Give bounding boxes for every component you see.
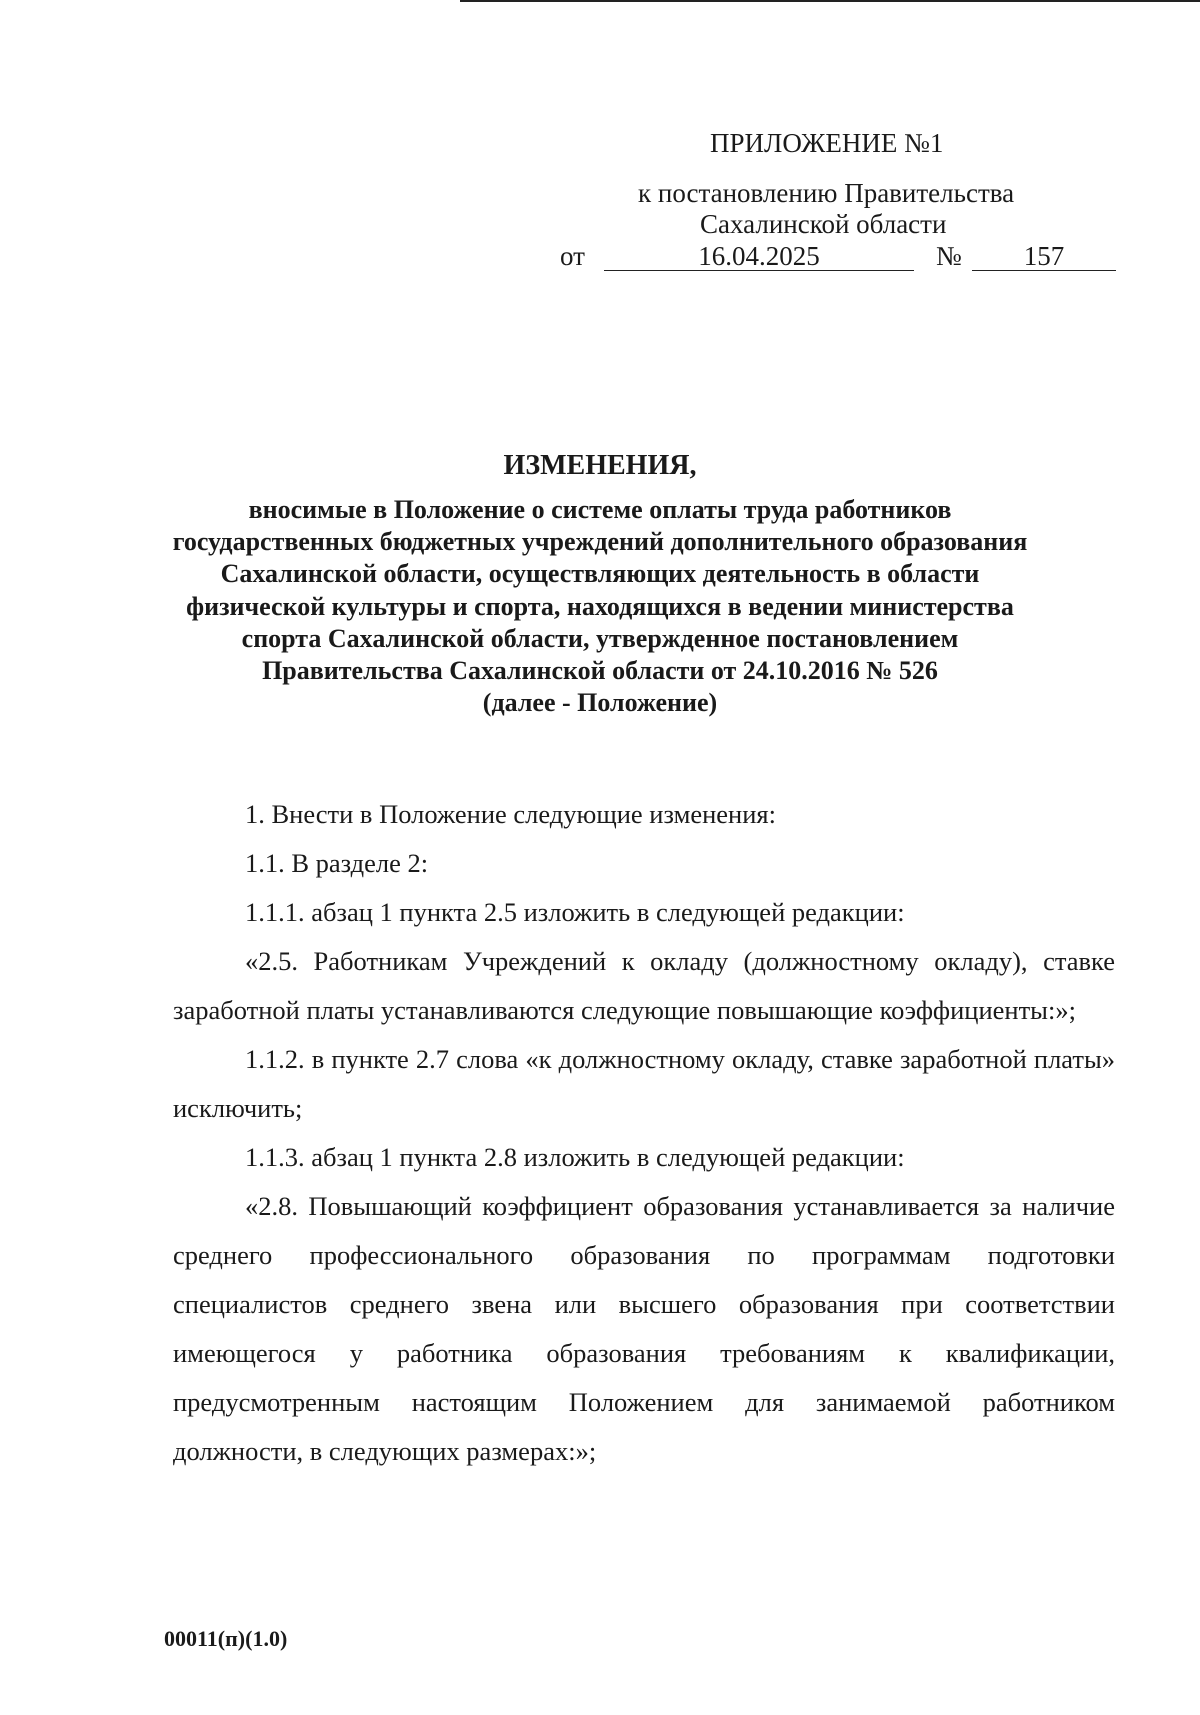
heading-title: ИЗМЕНЕНИЯ,: [503, 450, 697, 481]
heading-line: спорта Сахалинской области, утвержденное постановлением: [241, 623, 959, 653]
appendix-title: ПРИЛОЖЕНИЕ №1: [710, 128, 944, 158]
top-rule: [460, 0, 1200, 2]
appendix-region-line: Сахалинской области: [700, 209, 947, 239]
appendix-date-number-line: [560, 239, 1120, 273]
heading-subtitle: [150, 494, 1050, 719]
heading-line: физической культуры и спорта, находящихся в ведении министерства: [186, 591, 1014, 621]
body-paragraph: 1.1.1. абзац 1 пункта 2.5 изложить в следующей редакции:: [245, 897, 905, 927]
heading-line: государственных бюджетных учреждений дополнительного образования: [172, 527, 1028, 557]
document-body: [173, 790, 1115, 1476]
number-sign: №: [936, 241, 962, 271]
body-paragraph: «2.5. Работникам Учреждений к окладу (должностному окладу), ставке заработной платы устанавливаются следующие повышающие коэффициенты:»;: [173, 946, 1115, 1025]
appendix-resolution-line: к постановлению Правительства: [638, 178, 1015, 208]
heading-line: Сахалинской области, осуществляющих деятельность в области: [220, 559, 980, 589]
body-paragraph: 1.1.3. абзац 1 пункта 2.8 изложить в следующей редакции:: [245, 1142, 905, 1172]
heading-line: Правительства Сахалинской области от 24.10.2016 № 526: [262, 656, 938, 686]
resolution-date: 16.04.2025: [604, 239, 914, 271]
heading-line: (далее - Положение): [482, 688, 718, 718]
heading-line: вносимые в Положение о системе оплаты труда работников: [248, 495, 952, 524]
resolution-number: 157: [972, 239, 1116, 271]
form-code: 00011(п)(1.0): [164, 1626, 288, 1651]
body-paragraph: «2.8. Повышающий коэффициент образования устанавливается за наличие среднего профессионального образования по программам подготовки специалистов среднего звена или высшего образования при соответствии имеющегося у работника образования требованиям к квалификации, предусмотренным настоящим Положением для занимаемой работником должности, в следующих размерах:»;: [173, 1191, 1115, 1466]
body-paragraph: 1. Внести в Положение следующие изменения:: [245, 799, 776, 829]
body-paragraph: 1.1. В разделе 2:: [245, 848, 429, 878]
date-prefix: от: [560, 241, 585, 271]
document-heading: [150, 448, 1050, 719]
body-paragraph: 1.1.2. в пункте 2.7 слова «к должностному окладу, ставке заработной платы» исключить;: [173, 1044, 1115, 1123]
